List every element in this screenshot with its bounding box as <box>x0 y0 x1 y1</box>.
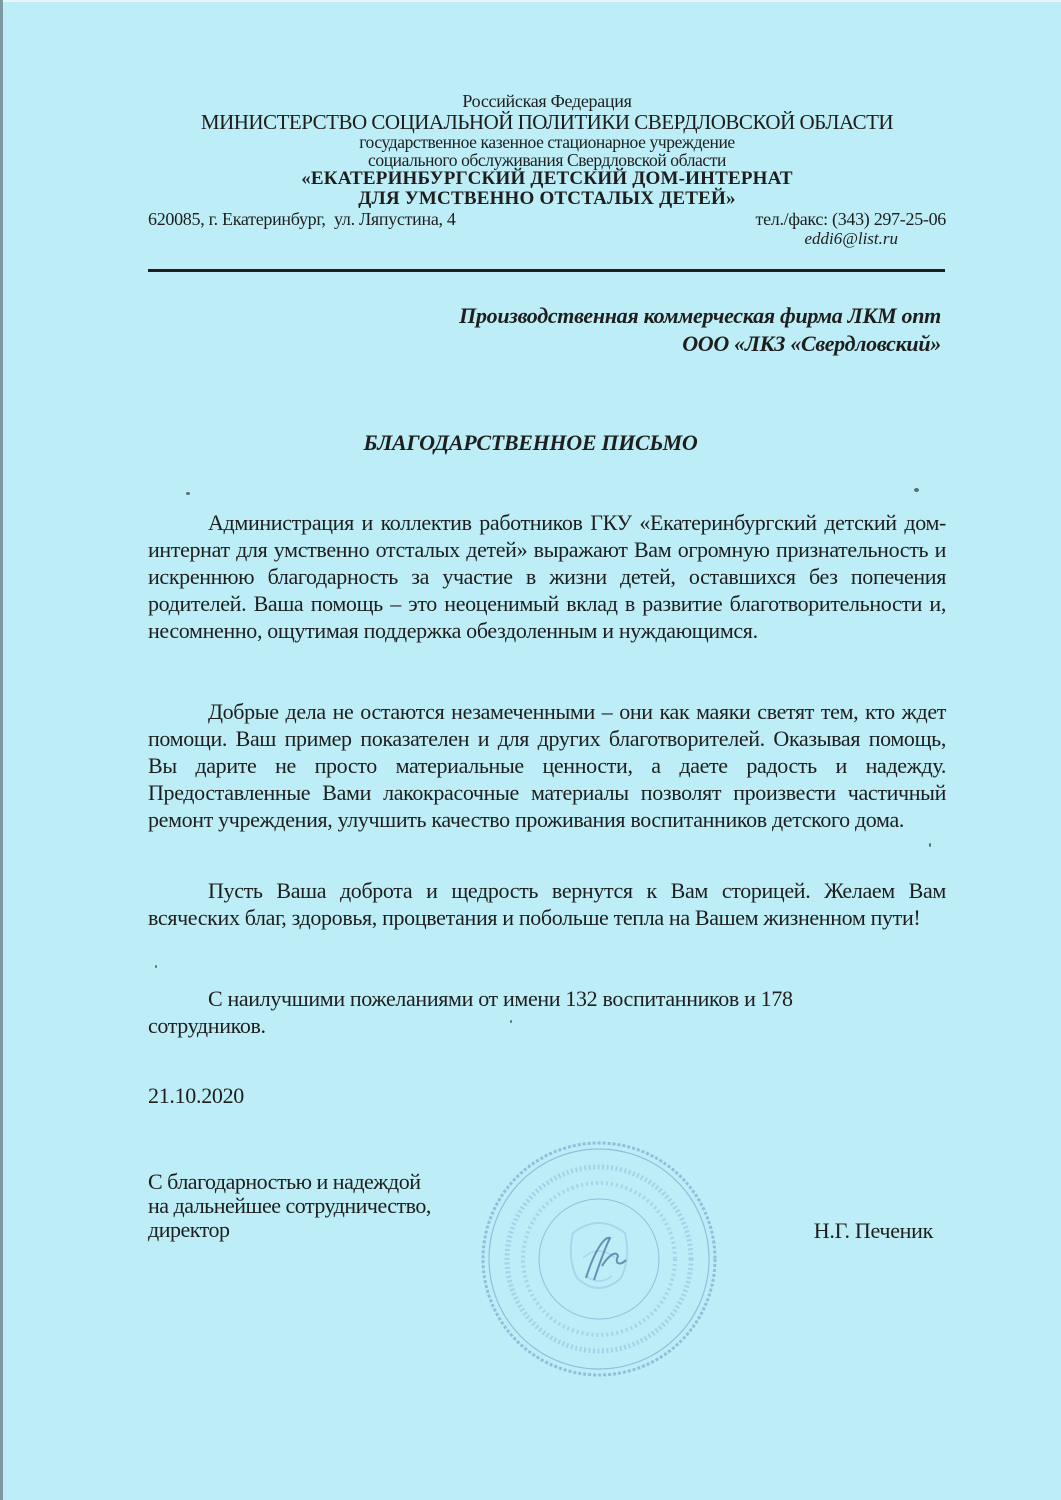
letterhead-contacts <box>148 209 946 229</box>
letterhead-country: Российская Федерация <box>462 91 632 111</box>
letter-date: 21.10.2020 <box>148 1083 245 1108</box>
body-paragraph-1 <box>148 509 946 644</box>
signer-name: Н.Г. Печеник <box>813 1218 933 1243</box>
official-stamp-icon <box>478 1138 720 1380</box>
scan-speck <box>155 965 157 968</box>
scan-speck <box>186 492 190 495</box>
recipient-line-2: ООО «ЛКЗ «Свердловский» <box>682 331 941 356</box>
paragraph-text-line-2: сотрудников. <box>148 1013 266 1038</box>
letterhead-phone: тел./факс: (343) 297-25-06 <box>755 209 946 229</box>
scan-speck <box>510 1020 512 1023</box>
scan-speck <box>914 488 919 492</box>
paragraph-text-line-1: С наилучшими пожеланиями от имени 132 воспитанников и 178 <box>208 986 793 1011</box>
closing-line-2: на дальнейшее сотрудничество, <box>148 1193 431 1218</box>
scan-speck <box>929 843 931 847</box>
document-title: БЛАГОДАРСТВЕННОЕ ПИСЬМО <box>363 430 698 455</box>
body-paragraph-2 <box>148 698 946 833</box>
letterhead-institution-name-1: «ЕКАТЕРИНБУРГСКИЙ ДЕТСКИЙ ДОМ-ИНТЕРНАТ <box>301 168 793 189</box>
letterhead-email[interactable]: eddi6@list.ru <box>804 229 898 248</box>
recipient-block <box>459 302 941 358</box>
body-paragraph-4 <box>148 985 946 1039</box>
closing-line-3: директор <box>148 1217 230 1242</box>
letterhead-institution-type-2: социального обслуживания Свердловской области <box>368 150 726 170</box>
letterhead-institution-type-1: государственное казенное стационарное учреждение <box>359 132 735 152</box>
letterhead-ministry: МИНИСТЕРСТВО СОЦИАЛЬНОЙ ПОЛИТИКИ СВЕРДЛОВСКОЙ ОБЛАСТИ <box>200 110 894 134</box>
closing-block <box>148 1170 431 1242</box>
letterhead-address: 620085, г. Екатеринбург, ул. Ляпустина, 4 <box>148 209 456 229</box>
body-paragraph-3 <box>148 877 946 931</box>
paragraph-text: Администрация и коллектив работников ГКУ «Екатеринбургский детский дом-интернат для умственно отсталых детей» выражают Вам огромную признательность и искреннюю благодарность за участие в жизни детей, оставшихся без попечения родителей. Ваша помощь – это неоценимый вклад в развитие благотворительности и, несомненно, ощутимая поддержка обездоленным и нуждающимся. <box>148 510 946 643</box>
letterhead-divider <box>148 269 945 272</box>
page-edge-left <box>0 0 3 1500</box>
page-edge-top <box>0 0 1061 2</box>
stamp-seal-icon <box>478 1138 720 1380</box>
paragraph-text: Добрые дела не остаются незамеченными – они как маяки светят тем, кто ждет помощи. Ваш пример показателен и для других благотворителей. Оказывая помощь, Вы дарите не просто материальные ценности, а даете радость и надежду. Предоставленные Вами лакокрасочные материалы позволят произвести частичный ремонт учреждения, улучшить качество проживания воспитанников детского дома. <box>148 699 946 832</box>
recipient-line-1: Производственная коммерческая фирма ЛКМ опт <box>459 303 941 328</box>
letterhead-institution-name-2: ДЛЯ УМСТВЕННО ОТСТАЛЫХ ДЕТЕЙ» <box>358 188 736 209</box>
letterhead <box>148 92 946 249</box>
closing-line-1: С благодарностью и надеждой <box>148 1169 421 1194</box>
paragraph-text: Пусть Ваша доброта и щедрость вернутся к Вам сторицей. Желаем Вам всяческих благ, здоровья, процветания и побольше тепла на Вашем жизненном пути! <box>148 878 946 930</box>
